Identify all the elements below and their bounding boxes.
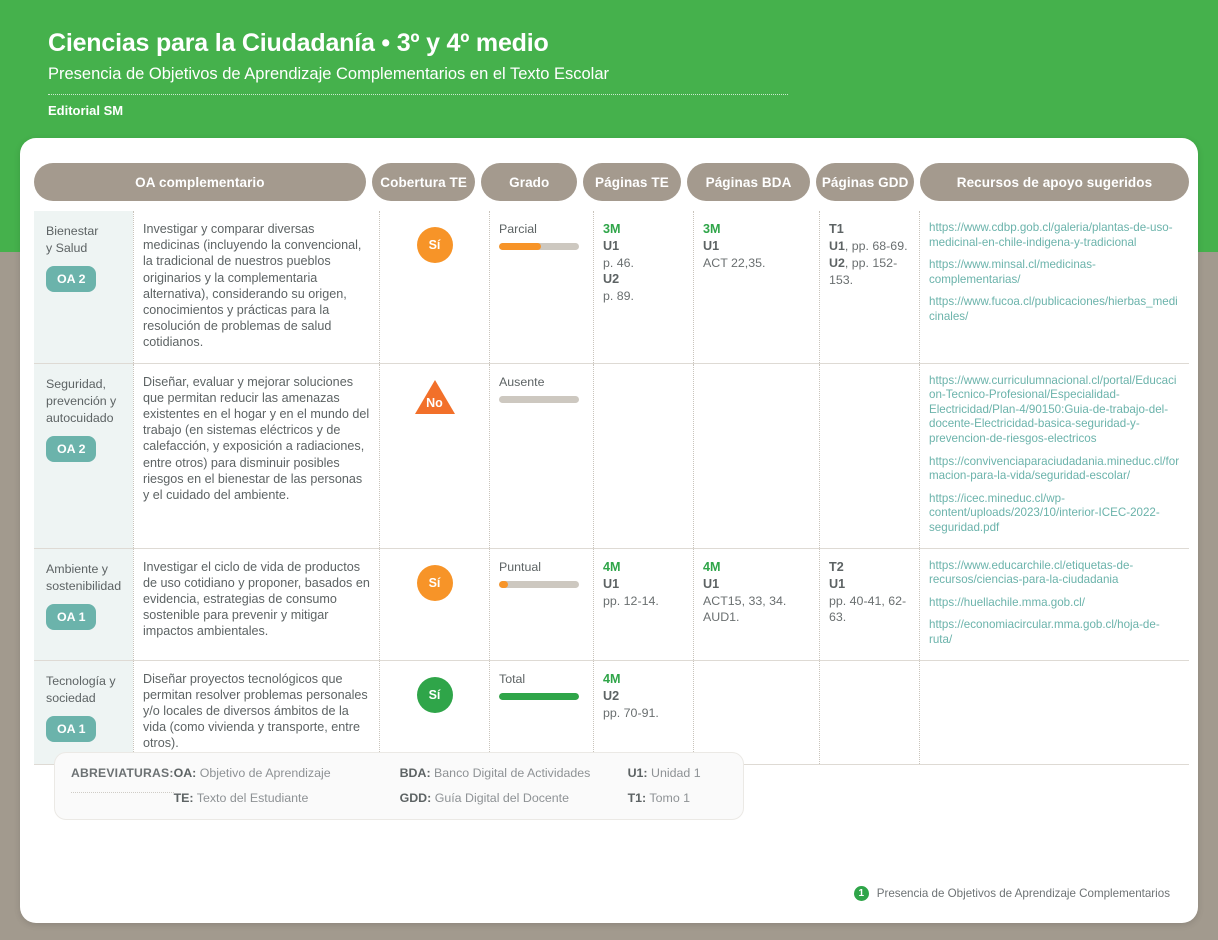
page-title: Ciencias para la Ciudadanía • 3º y 4º medio [48, 29, 549, 57]
abbreviation-oa-key: OA: [173, 766, 197, 780]
grado-progress-bar [499, 693, 579, 700]
page-grade-label: T2 [829, 559, 844, 574]
abbreviation-te-value: Texto del Estudiante [193, 791, 309, 805]
abbreviations-title: ABREVIATURAS: [71, 765, 174, 793]
abbreviation-u1 [628, 765, 738, 781]
paginas-te-cell [593, 211, 693, 363]
oa-description-text: Investigar y comparar diversas medicinas (incluyendo la convencional, la tradicional de nuestros pueblos originarios y la complementaria alternativa), considerando su origen, conocimientos y prácticas para la resolución de problemas de salud cotidianos. [143, 222, 362, 350]
oa-description-cell [133, 549, 379, 660]
grado-progress-bar [499, 243, 579, 250]
page-detail-text: p. 46. [603, 256, 635, 270]
coverage-yes-icon: Sí [417, 227, 453, 263]
oa-description-cell [133, 364, 379, 548]
column-header-recursos[interactable]: Recursos de apoyo sugeridos [920, 163, 1189, 201]
theme-name: Tecnología y sociedad [46, 673, 116, 705]
coverage-yes-icon: Sí [417, 565, 453, 601]
column-header-paginas-gdd[interactable]: Páginas GDD [816, 163, 914, 201]
column-header-cobertura[interactable]: Cobertura TE [372, 163, 476, 201]
paginas-bda-cell [693, 211, 819, 363]
page-detail-text: ACT 22,35. [703, 256, 766, 270]
paginas-bda-cell [693, 364, 819, 548]
resource-link[interactable]: https://economiacircular.mma.gob.cl/hoja-de-ruta/ [929, 618, 1160, 646]
page-detail-text: p. 89. [603, 289, 635, 303]
page-entry [829, 255, 910, 289]
column-header-paginas-te[interactable]: Páginas TE [583, 163, 681, 201]
oa-badge: OA 2 [46, 436, 96, 462]
footnote-text: Presencia de Objetivos de Aprendizaje Complementarios [876, 887, 1170, 900]
abbreviations-column-3 [628, 765, 738, 806]
page-detail-text: pp. 70-91. [603, 705, 659, 720]
theme-cell [34, 364, 133, 548]
grado-label: Puntual [499, 559, 542, 574]
column-header-paginas-bda[interactable]: Páginas BDA [687, 163, 811, 201]
coverage-table [34, 163, 1189, 765]
column-header-grado[interactable]: Grado [481, 163, 577, 201]
paginas-te-cell [593, 364, 693, 548]
recursos-cell [919, 549, 1189, 660]
abbreviations-box [54, 752, 744, 820]
grado-progress-fill [499, 581, 508, 588]
table-header-row [34, 163, 1189, 201]
abbreviation-gdd-key: GDD: [399, 791, 432, 805]
abbreviation-te-key: TE: [173, 791, 194, 805]
column-header-oa[interactable]: OA complementario [34, 163, 366, 201]
cobertura-cell [379, 364, 489, 548]
paginas-gdd-cell [819, 211, 919, 363]
recursos-cell [919, 364, 1189, 548]
abbreviation-t1 [628, 790, 738, 806]
page-unit-label: U1 [703, 576, 720, 591]
abbreviation-gdd [400, 790, 628, 806]
page-grade-label: T1 [829, 222, 844, 236]
coverage-no-icon [415, 380, 455, 414]
page-detail-text: , pp. 68-69. [844, 239, 908, 253]
page-unit-label: U2 [603, 272, 620, 286]
footnote [854, 886, 1170, 901]
abbreviation-t1-key: T1: [627, 791, 647, 805]
page-grade-label: 4M [603, 559, 621, 574]
recursos-cell [919, 661, 1189, 764]
content-card [20, 138, 1198, 923]
resource-link[interactable]: https://www.educarchile.cl/etiquetas-de-recursos/ciencias-para-la-ciudadania [929, 558, 1134, 587]
page-grade-label: 3M [703, 222, 721, 236]
page-detail-text: ACT15, 33, 34. AUD1. [703, 593, 787, 624]
resource-link[interactable]: https://www.minsal.cl/medicinas-complementarias/ [929, 258, 1096, 286]
coverage-yes-icon: Sí [417, 677, 453, 713]
paginas-gdd-cell [819, 364, 919, 548]
page-unit-label: U1 [603, 576, 620, 591]
header-content [48, 26, 1148, 118]
recursos-cell [919, 211, 1189, 363]
grado-progress-fill [499, 693, 579, 700]
page-unit-label: U1 [603, 239, 620, 253]
oa-description-text: Investigar el ciclo de vida de productos de uso cotidiano y proponer, basados en evidencia, estrategias de consumo sostenible para prevenir y mitigar impactos ambientales. [143, 559, 370, 639]
page-unit-label: U1 [829, 239, 845, 253]
resource-link[interactable]: https://www.curriculumnacional.cl/portal/Educacion-Tecnico-Profesional/Especialidad-Electricidad/Plan-4/90150:Guia-de-trabajo-del-docente-Electricidad-basica-seguridad-y-prevencion-de-riesgos-electricos [929, 373, 1177, 445]
grado-label: Ausente [499, 374, 545, 389]
paginas-te-cell [593, 661, 693, 764]
theme-name: Ambiente y sostenibilidad [46, 561, 122, 593]
theme-name: Seguridad, prevención y autocuidado [46, 376, 117, 425]
grado-label: Total [499, 671, 526, 686]
oa-description-cell [133, 211, 379, 363]
page-unit-label: U2 [603, 688, 620, 703]
abbreviation-oa-value: Objetivo de Aprendizaje [196, 766, 331, 780]
page-unit-label: U2 [829, 256, 845, 270]
table-row [34, 660, 1189, 764]
resource-link[interactable]: https://huellachile.mma.gob.cl/ [929, 595, 1085, 609]
table-row [34, 363, 1189, 548]
footnote-marker-icon: 1 [854, 886, 869, 901]
oa-badge: OA 2 [46, 266, 96, 292]
resource-link[interactable]: https://www.fucoa.cl/publicaciones/hierbas_medicinales/ [929, 295, 1178, 323]
grado-cell [489, 211, 593, 363]
grado-label: Parcial [499, 222, 537, 236]
cobertura-cell [379, 549, 489, 660]
page-detail-text: pp. 12-14. [603, 593, 659, 608]
page-detail-text: , pp. 152-153. [829, 256, 898, 287]
oa-description-text: Diseñar proyectos tecnológicos que permitan resolver problemas personales y/o locales de diversos ámbitos de la vida (como vivienda y transporte, entre otros). [143, 671, 368, 751]
paginas-bda-cell [693, 661, 819, 764]
abbreviations-column-2 [400, 765, 628, 806]
paginas-gdd-cell [819, 549, 919, 660]
table-body [34, 211, 1189, 765]
page-detail-text: pp. 40-41, 62-63. [829, 593, 907, 624]
table-row [34, 548, 1189, 660]
theme-cell [34, 549, 133, 660]
grado-cell [489, 364, 593, 548]
grado-cell [489, 661, 593, 764]
theme-name: Bienestar y Salud [46, 224, 99, 255]
grado-progress-bar [499, 581, 579, 588]
coverage-label: No [426, 396, 443, 411]
oa-badge: OA 1 [46, 604, 96, 630]
abbreviation-gdd-value: Guía Digital del Docente [431, 791, 570, 805]
page-grade-label: 4M [703, 559, 721, 574]
table-row [34, 211, 1189, 363]
page-grade-label: 4M [603, 671, 621, 686]
oa-description-text: Diseñar, evaluar y mejorar soluciones que permitan reducir las amenazas existentes en el hogar y en el mundo del trabajo (en sistemas eléctricos y de calefacción, y exposición a radiaciones, entre otros) para disminuir posibles riesgos en el bienestar de las personas y el cuidado del ambiente. [143, 374, 370, 503]
cobertura-cell [379, 211, 489, 363]
abbreviation-u1-key: U1: [627, 766, 648, 780]
theme-cell [34, 661, 133, 764]
grado-progress-fill [499, 243, 541, 250]
grado-cell [489, 549, 593, 660]
abbreviation-u1-value: Unidad 1 [647, 766, 701, 780]
oa-badge: OA 1 [46, 716, 96, 742]
abbreviation-te [174, 790, 400, 806]
abbreviations-column-1 [174, 765, 400, 806]
page-entry [829, 238, 910, 255]
page-subtitle: Presencia de Objetivos de Aprendizaje Complementarios en el Texto Escolar [48, 65, 609, 83]
page-unit-label: U1 [703, 239, 720, 253]
paginas-te-cell [593, 549, 693, 660]
abbreviation-t1-value: Tomo 1 [646, 791, 691, 805]
abbreviation-bda [400, 765, 628, 781]
publisher-label: Editorial SM [48, 103, 124, 118]
oa-description-cell [133, 661, 379, 764]
paginas-bda-cell [693, 549, 819, 660]
page-unit-label: U1 [829, 576, 846, 591]
theme-cell [34, 211, 133, 363]
abbreviation-bda-key: BDA: [399, 766, 431, 780]
grado-progress-bar [499, 396, 579, 403]
paginas-gdd-cell [819, 661, 919, 764]
resource-link[interactable]: https://convivenciaparaciudadania.mineduc.cl/formacion-para-la-vida/seguridad-escolar/ [929, 454, 1180, 483]
resource-link[interactable]: https://icec.mineduc.cl/wp-content/uploads/2023/10/interior-ICEC-2022-seguridad.pdf [929, 491, 1160, 534]
page-grade-label: 3M [603, 222, 621, 236]
abbreviation-bda-value: Banco Digital de Actividades [430, 766, 591, 780]
abbreviation-oa [174, 765, 400, 781]
cobertura-cell [379, 661, 489, 764]
resource-link[interactable]: https://www.cdbp.gob.cl/galeria/plantas-de-uso-medicinal-en-chile-indigena-y-tradicional [929, 221, 1173, 249]
header-divider [48, 94, 788, 95]
